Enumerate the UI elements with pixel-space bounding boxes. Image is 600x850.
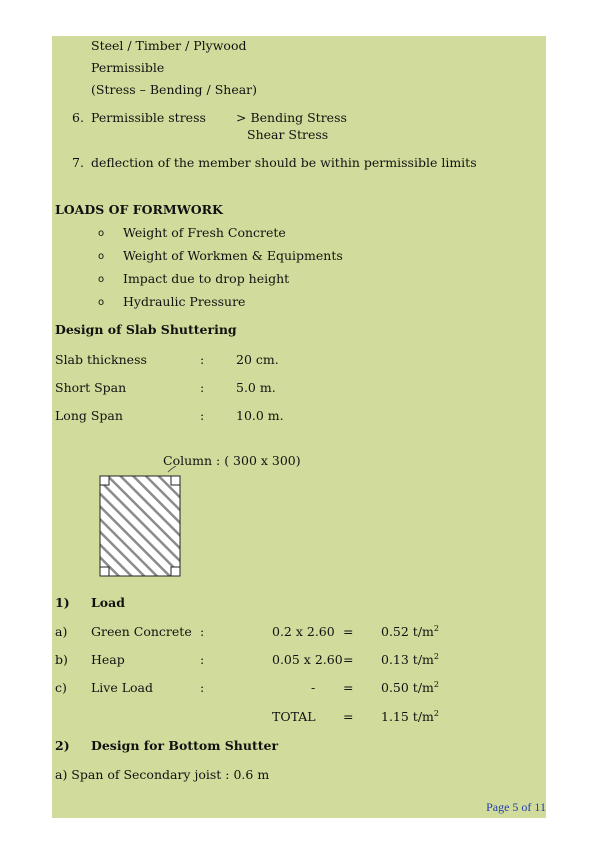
- total-value: [381, 709, 439, 724]
- load-section-number: 1): [55, 595, 70, 610]
- bullet-icon: o: [98, 228, 105, 239]
- load-row-c-sep: :: [200, 680, 205, 695]
- short-span-label: Short Span: [55, 380, 127, 395]
- long-span-value: 10.0 m.: [236, 408, 284, 423]
- load-row-b-idx: b): [55, 652, 68, 667]
- slab-thickness-label: Slab thickness: [55, 352, 147, 367]
- corner-square: [100, 476, 109, 485]
- page-background: [52, 36, 546, 818]
- load-row-b-value: [381, 652, 439, 667]
- column-sketch: [96, 466, 186, 582]
- load-section-title: Load: [91, 595, 125, 610]
- load-item: Weight of Fresh Concrete: [123, 225, 286, 240]
- unit-superscript: 2: [433, 708, 439, 718]
- leader-line: [168, 466, 176, 472]
- long-span-sep: :: [200, 408, 205, 423]
- load-row-a-idx: a): [55, 624, 68, 639]
- slab-thickness-sep: :: [200, 352, 205, 367]
- total-eq: =: [343, 709, 354, 724]
- point-6-detail-2: Shear Stress: [247, 127, 329, 142]
- load-row-c-calc: -: [311, 680, 316, 695]
- load-row-a-name: Green Concrete: [91, 624, 192, 639]
- load-item: Weight of Workmen & Equipments: [123, 248, 343, 263]
- short-span-value: 5.0 m.: [236, 380, 276, 395]
- materials-line-1: Steel / Timber / Plywood: [91, 38, 247, 53]
- column-label: Column : ( 300 x 300): [163, 453, 301, 468]
- load-row-a-value: [381, 624, 439, 639]
- value-text: 0.13 t/m: [381, 652, 434, 667]
- total-label: TOTAL: [272, 709, 316, 724]
- short-span-sep: :: [200, 380, 205, 395]
- bullet-icon: o: [98, 297, 105, 308]
- page-number: Page 5 of 11: [486, 800, 546, 814]
- corner-square: [171, 476, 180, 485]
- load-row-c-idx: c): [55, 680, 67, 695]
- unit-superscript: 2: [433, 679, 439, 689]
- load-item: Hydraulic Pressure: [123, 294, 246, 309]
- materials-line-2: Permissible: [91, 60, 165, 75]
- load-row-c-eq: =: [343, 680, 354, 695]
- bullet-icon: o: [98, 274, 105, 285]
- load-row-b-eq: =: [343, 652, 354, 667]
- column-hatched-section: [100, 476, 180, 576]
- load-row-a-eq: =: [343, 624, 354, 639]
- bullet-icon: o: [98, 251, 105, 262]
- value-text: 0.52 t/m: [381, 624, 434, 639]
- point-7-text: deflection of the member should be within permissible limits: [91, 155, 477, 170]
- load-row-b-name: Heap: [91, 652, 125, 667]
- span-text: a) Span of Secondary joist : 0.6 m: [55, 767, 270, 782]
- loads-heading: LOADS OF FORMWORK: [55, 202, 223, 217]
- value-text: 1.15 t/m: [381, 709, 434, 724]
- load-row-c-name: Live Load: [91, 680, 154, 695]
- unit-superscript: 2: [433, 623, 439, 633]
- corner-square: [100, 567, 109, 576]
- point-6-number: 6.: [72, 110, 84, 125]
- bottom-section-number: 2): [55, 738, 70, 753]
- slab-thickness-value: 20 cm.: [236, 352, 279, 367]
- corner-square: [171, 567, 180, 576]
- unit-superscript: 2: [433, 651, 439, 661]
- bottom-section-title: Design for Bottom Shutter: [91, 738, 279, 753]
- point-6-text: Permissible stress: [91, 110, 206, 125]
- load-row-a-calc: 0.2 x 2.60: [272, 624, 335, 639]
- load-row-a-sep: :: [200, 624, 205, 639]
- slab-heading: Design of Slab Shuttering: [55, 322, 237, 337]
- value-text: 0.50 t/m: [381, 680, 434, 695]
- load-item: Impact due to drop height: [123, 271, 290, 286]
- point-7-number: 7.: [72, 155, 84, 170]
- long-span-label: Long Span: [55, 408, 123, 423]
- point-6-detail-1: > Bending Stress: [236, 110, 347, 125]
- load-row-c-value: [381, 680, 439, 695]
- load-row-b-sep: :: [200, 652, 205, 667]
- materials-line-3: (Stress – Bending / Shear): [91, 82, 258, 97]
- load-row-b-calc: 0.05 x 2.60: [272, 652, 343, 667]
